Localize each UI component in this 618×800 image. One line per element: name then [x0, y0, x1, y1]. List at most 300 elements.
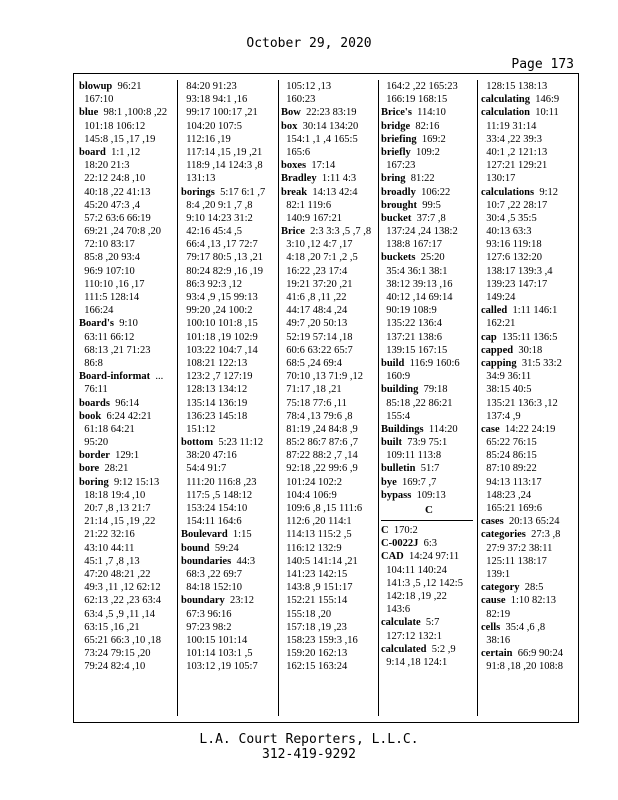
- page-line-references: 139:15 167:15: [386, 344, 448, 356]
- page-line-references: 4:18 ,20 7:1 ,2 ,5: [286, 252, 358, 264]
- index-entry-continuation: [79, 621, 175, 634]
- page-line-references: 135:22 136:4: [386, 318, 442, 330]
- index-entry-continuation: [481, 660, 577, 673]
- page-line-references: 101:18 106:12: [84, 120, 146, 132]
- page-line-references: 17:14: [311, 160, 336, 172]
- index-entry: [181, 436, 277, 449]
- footer-company: L.A. Court Reporters, L.L.C.: [199, 732, 419, 747]
- index-entry-continuation: [281, 634, 377, 647]
- index-entry-continuation: [181, 568, 277, 581]
- index-entry: [481, 594, 577, 607]
- page-line-references: 103:12 ,19 105:7: [186, 661, 258, 673]
- index-entry-continuation: [79, 660, 175, 673]
- page-line-references: 85:2 86:7 87:6 ,7: [286, 437, 359, 449]
- index-entry-continuation: [281, 344, 377, 357]
- index-entry-continuation: [381, 630, 477, 643]
- page-line-references: 95:20: [84, 437, 109, 449]
- page-line-references: 101:24 102:2: [286, 476, 342, 488]
- index-term: certain: [481, 648, 513, 660]
- page-line-references: 49:3 ,11 ,12 62:12: [84, 582, 161, 594]
- page-line-references: 130:17: [486, 173, 516, 185]
- index-entry-continuation: [481, 278, 577, 291]
- index-entry: [481, 331, 577, 344]
- index-term: built: [381, 437, 403, 449]
- page-line-references: 165:6: [286, 146, 311, 158]
- index-entry-continuation: [79, 423, 175, 436]
- page-line-references: 99:5: [422, 199, 441, 211]
- index-entry-continuation: [79, 594, 175, 607]
- index-entry-continuation: [181, 304, 277, 317]
- index-entry: [381, 172, 477, 185]
- index-entry-continuation: [79, 542, 175, 555]
- page-line-references: 5:2 ,9: [431, 643, 456, 655]
- page-line-references: 93:18 94:1 ,16: [186, 94, 248, 106]
- index-entry-continuation: [381, 603, 477, 616]
- page-line-references: 86:3 92:3 ,12: [186, 278, 242, 290]
- page-line-references: 117:14 ,15 ,19 ,21: [186, 146, 263, 158]
- index-term: bulletin: [381, 463, 416, 475]
- page-line-references: 135:11 136:5: [502, 331, 558, 343]
- page-line-references: 127:6 132:20: [486, 252, 542, 264]
- index-entry: [79, 80, 175, 93]
- index-entry-continuation: [481, 199, 577, 212]
- index-term: calculations: [481, 186, 535, 198]
- index-entry: [281, 186, 377, 199]
- index-entry-continuation: [281, 594, 377, 607]
- page-line-references: 137:24 ,24 138:2: [386, 226, 458, 238]
- page-line-references: 97:23 98:2: [186, 621, 232, 633]
- index-entry: [481, 93, 577, 106]
- index-entry-continuation: [79, 212, 175, 225]
- page-line-references: 41:6 ,8 ,11 ,22: [286, 292, 347, 303]
- page-line-references: 82:16: [415, 120, 440, 132]
- index-entry-continuation: [481, 634, 577, 647]
- index-entry: [381, 146, 477, 159]
- index-entry: [381, 436, 477, 449]
- page-line-references: 1:15: [232, 529, 252, 541]
- page-line-references: 96:21: [117, 81, 142, 92]
- page-line-references: 137:21 138:6: [386, 331, 442, 343]
- index-term: briefing: [381, 133, 417, 145]
- index-entry-continuation: [381, 397, 477, 410]
- page-line-references: 47:20 48:21 ,22: [84, 568, 151, 580]
- index-entry-continuation: [281, 199, 377, 212]
- page-line-references: 73:24 79:15 ,20: [84, 648, 151, 660]
- index-entry: [381, 212, 477, 225]
- index-entry-continuation: [79, 225, 175, 238]
- index-entry-continuation: [481, 172, 577, 185]
- index-entry-continuation: [79, 647, 175, 660]
- index-term: calculation: [481, 107, 530, 119]
- index-entry: [181, 542, 277, 555]
- index-entry: [281, 106, 377, 119]
- index-entry: [381, 199, 477, 212]
- page-line-references: 143:6: [386, 604, 411, 616]
- index-entry-continuation: [281, 397, 377, 410]
- index-term: break: [281, 186, 308, 198]
- index-entry-continuation: [79, 133, 175, 146]
- page-line-references: 67:3 96:16: [186, 608, 232, 620]
- page-line-references: 167:23: [386, 160, 416, 172]
- index-entry: [79, 106, 175, 119]
- index-term: bridge: [381, 120, 411, 132]
- index-column-2: [181, 80, 277, 673]
- page-line-references: 73:9 75:1: [407, 437, 448, 449]
- index-entry-continuation: [381, 577, 477, 590]
- index-entry-continuation: [79, 120, 175, 133]
- index-entry-continuation: [181, 357, 277, 370]
- page-line-references: 20:7 ,8 ,13 21:7: [84, 503, 151, 514]
- page-line-references: 154:1 ,1 ,4 165:5: [286, 133, 358, 145]
- index-entry-continuation: [181, 331, 277, 344]
- page-line-references: 170:2: [393, 525, 418, 536]
- index-entry-continuation: [481, 476, 577, 489]
- index-entry-continuation: [281, 317, 377, 330]
- page-line-references: 79:17 80:5 ,13 ,21: [186, 252, 263, 264]
- index-term: bore: [79, 463, 100, 475]
- page-line-references: 5:23 11:12: [218, 437, 264, 449]
- page-line-references: 16:22 ,23 17:4: [286, 265, 348, 277]
- index-term: blue: [79, 107, 99, 119]
- index-entry-continuation: [181, 212, 277, 225]
- index-entry: [181, 594, 277, 607]
- index-entry-continuation: [181, 106, 277, 119]
- page-line-references: 162:15 163:24: [286, 661, 348, 673]
- index-term: Bow: [281, 107, 301, 119]
- page-line-references: 57:2 63:6 66:19: [84, 212, 151, 224]
- index-entry-continuation: [481, 397, 577, 410]
- index-entry-continuation: [481, 251, 577, 264]
- page-line-references: 25:20: [420, 252, 445, 264]
- index-entry-continuation: [381, 564, 477, 577]
- page-line-references: 20:13 65:24: [509, 516, 560, 528]
- index-entry-continuation: [481, 317, 577, 330]
- index-entry: [381, 106, 477, 119]
- index-term: CAD: [381, 551, 404, 563]
- page-line-references: 38:20 47:16: [186, 450, 237, 462]
- page-line-references: 114:20: [428, 423, 458, 435]
- index-entry: [481, 515, 577, 528]
- index-term: Bradley: [281, 173, 317, 185]
- index-entry-continuation: [181, 423, 277, 436]
- index-entry-continuation: [381, 159, 477, 172]
- index-term: calculate: [381, 617, 421, 629]
- page-line-references: 60:6 63:22 65:7: [286, 344, 353, 356]
- page-line-references: 21:22 32:16: [84, 529, 135, 541]
- page-line-references: 155:4: [386, 410, 411, 422]
- page-line-references: 104:20 107:5: [186, 120, 242, 132]
- page-line-references: 6:24 42:21: [106, 410, 152, 422]
- index-term: C-0022J: [381, 538, 419, 550]
- index-entry: [481, 621, 577, 634]
- page-line-references: 153:24 154:10: [186, 503, 248, 514]
- index-entry-continuation: [181, 278, 277, 291]
- page-line-references: 104:11 140:24: [386, 564, 447, 576]
- index-entry-continuation: [281, 462, 377, 475]
- index-entry: [381, 186, 477, 199]
- index-entry-continuation: [79, 383, 175, 396]
- index-entry: [79, 317, 175, 330]
- index-entry-continuation: [79, 555, 175, 568]
- index-term: category: [481, 582, 520, 594]
- page-line-references: 81:22: [410, 173, 435, 185]
- index-term: box: [281, 120, 298, 132]
- page-line-references: 105:12 ,13: [286, 81, 332, 92]
- page-line-references: 100:10 101:8 ,15: [186, 318, 258, 330]
- index-entry-continuation: [481, 462, 577, 475]
- index-entry-continuation: [281, 515, 377, 528]
- index-entry-continuation: [79, 502, 175, 515]
- index-entry-continuation: [281, 331, 377, 344]
- page-line-references: 85:18 ,22 86:21: [386, 397, 453, 409]
- index-entry: [381, 524, 477, 537]
- index-entry: [281, 120, 377, 133]
- page-line-references: 148:23 ,24: [486, 489, 532, 501]
- index-entry-continuation: [481, 133, 577, 146]
- index-term: board: [79, 146, 106, 158]
- index-entry-continuation: [79, 172, 175, 185]
- page-line-references: 27:3 ,8: [531, 529, 561, 541]
- index-entry-continuation: [281, 608, 377, 621]
- index-entry-continuation: [79, 93, 175, 106]
- index-entry: [481, 581, 577, 594]
- index-entry-continuation: [79, 186, 175, 199]
- page-line-references: 63:4 ,5 ,9 ,11 ,14: [84, 608, 156, 620]
- index-term: bring: [381, 173, 406, 185]
- page-line-references: 75:18 77:6 ,11: [286, 397, 347, 409]
- page-line-references: 111:20 116:8 ,23: [186, 476, 257, 488]
- page-line-references: 94:13 113:17: [486, 476, 542, 488]
- index-term: cases: [481, 516, 504, 528]
- index-entry-continuation: [281, 291, 377, 304]
- index-entry: [381, 476, 477, 489]
- index-entry: [381, 357, 477, 370]
- page-line-references: 99:20 ,24 100:2: [186, 305, 253, 317]
- index-term: capping: [481, 357, 517, 369]
- index-entry-continuation: [481, 542, 577, 555]
- page-line-references: 35:4 36:1 38:1: [386, 265, 448, 277]
- index-entry: [181, 186, 277, 199]
- page-line-references: 14:22 24:19: [504, 423, 556, 435]
- page-line-references: 135:14 136:19: [186, 397, 248, 409]
- index-entry-continuation: [381, 80, 477, 93]
- column-divider: [177, 80, 178, 716]
- index-term: boundary: [181, 595, 225, 607]
- index-term: bucket: [381, 212, 412, 224]
- index-entry-continuation: [181, 581, 277, 594]
- index-entry: [481, 423, 577, 436]
- page-line-references: 157:18 ,19 ,23: [286, 621, 347, 633]
- page-line-references: 11:19 31:14: [486, 120, 537, 132]
- page-line-references: 78:4 ,13 79:6 ,8: [286, 410, 353, 422]
- page-line-references: 91:8 ,18 ,20 108:8: [486, 661, 563, 673]
- page-line-references: 1:11 146:1: [512, 305, 558, 317]
- index-entry: [481, 304, 577, 317]
- index-column-4: [381, 80, 477, 669]
- index-entry: [381, 643, 477, 656]
- page-line-references: 117:5 ,5 148:12: [186, 489, 253, 501]
- index-entry-continuation: [181, 634, 277, 647]
- index-entry-continuation: [281, 489, 377, 502]
- page-line-references: 44:3: [236, 555, 256, 567]
- page-line-references: 154:11 164:6: [186, 516, 242, 528]
- page-line-references: 66:9 90:24: [517, 648, 563, 660]
- index-entry: [79, 462, 175, 475]
- index-entry-continuation: [281, 238, 377, 251]
- index-entry: [281, 159, 377, 172]
- index-entry-continuation: [79, 436, 175, 449]
- index-entry-continuation: [281, 278, 377, 291]
- page-line-references: 18:20 21:3: [84, 160, 130, 172]
- index-entry: [381, 462, 477, 475]
- index-entry-continuation: [281, 357, 377, 370]
- index-term: Brice: [281, 226, 305, 238]
- page-line-references: 90:19 108:9: [386, 305, 437, 317]
- index-entry-continuation: [281, 660, 377, 673]
- page-line-references: 104:4 106:9: [286, 489, 337, 501]
- index-entry-continuation: [381, 265, 477, 278]
- page-line-references: 135:21 136:3 ,12: [486, 397, 558, 409]
- page-line-references: 14:13 42:4: [312, 186, 358, 198]
- page-line-references: 114:10: [417, 107, 446, 119]
- page-line-references: 68:3 ,22 69:7: [186, 568, 242, 580]
- page-line-references: 1:11 4:3: [321, 173, 357, 185]
- index-entry-continuation: [281, 436, 377, 449]
- index-entry-continuation: [79, 489, 175, 502]
- index-entry-continuation: [181, 608, 277, 621]
- transcript-date: October 29, 2020: [246, 36, 372, 51]
- page-line-references: 6:3: [423, 538, 438, 550]
- index-entry-continuation: [481, 225, 577, 238]
- page-line-references: 140:9 167:21: [286, 212, 342, 224]
- index-entry-continuation: [79, 278, 175, 291]
- page-line-references: 82:1 119:6: [286, 199, 332, 211]
- page-line-references: 131:13: [186, 173, 216, 185]
- page-line-references: 87:10 89:22: [486, 463, 537, 475]
- index-entry-continuation: [481, 212, 577, 225]
- page-line-references: 169:2: [421, 133, 446, 145]
- page-line-references: 63:11 66:12: [84, 331, 135, 343]
- index-entry-continuation: [181, 502, 277, 515]
- page-line-references: 22:12 24:8 ,10: [84, 173, 146, 185]
- page-line-references: 10:11: [535, 107, 559, 119]
- index-entry-continuation: [181, 515, 277, 528]
- index-entry-continuation: [281, 146, 377, 159]
- page-line-references: 116:12 132:9: [286, 542, 342, 554]
- index-entry: [481, 344, 577, 357]
- index-entry: [481, 106, 577, 119]
- page-line-references: 101:14 103:1 ,5: [186, 648, 253, 660]
- index-entry-continuation: [281, 502, 377, 515]
- index-term: case: [481, 423, 500, 435]
- index-entry: [79, 397, 175, 410]
- index-term: buckets: [381, 252, 416, 264]
- page-line-references: 141:23 142:15: [286, 568, 348, 580]
- page-line-references: 65:21 66:3 ,10 ,18: [84, 634, 161, 646]
- index-entry: [481, 186, 577, 199]
- page-line-references: 62:13 ,22 ,23 63:4: [84, 595, 161, 607]
- page-line-references: 92:18 ,22 99:6 ,9: [286, 463, 358, 475]
- index-term: Buildings: [381, 423, 424, 435]
- index-entry-continuation: [181, 410, 277, 423]
- page-line-references: 70:10 ,13 71:9 ,12: [286, 371, 363, 383]
- index-entry-continuation: [281, 304, 377, 317]
- index-entry-continuation: [281, 370, 377, 383]
- index-entry-continuation: [79, 608, 175, 621]
- page-line-references: 72:10 83:17: [84, 239, 135, 251]
- index-entry-continuation: [281, 410, 377, 423]
- page-line-references: 3:10 ,12 4:7 ,17: [286, 239, 353, 251]
- page-line-references: 19:21 37:20 ,21: [286, 278, 353, 290]
- page-line-references: 76:11: [84, 384, 108, 396]
- page-line-references: 136:23 145:18: [186, 410, 248, 422]
- index-entry-continuation: [79, 199, 175, 212]
- page-line-references: 118:9 ,14 124:3 ,8: [186, 160, 263, 172]
- index-entry: [79, 370, 175, 383]
- page-line-references: 30:18: [518, 344, 543, 356]
- page-line-references: 108:21 122:13: [186, 357, 248, 369]
- column-divider: [378, 80, 379, 716]
- page-line-references: 1:1 ,12: [111, 146, 141, 158]
- page-line-references: 109:11 113:8: [386, 450, 442, 462]
- index-entry-continuation: [381, 304, 477, 317]
- page-line-references: 80:24 82:9 ,16 ,19: [186, 265, 263, 277]
- page-line-references: 44:17 48:4 ,24: [286, 305, 348, 317]
- index-entry-continuation: [181, 133, 277, 146]
- index-entry-continuation: [481, 265, 577, 278]
- page-line-references: 79:24 82:4 ,10: [84, 661, 146, 673]
- page-line-references: 139:1: [486, 568, 511, 580]
- page-line-references: 2:3 3:3 ,5 ,7 ,8: [310, 226, 372, 238]
- page-line-references: 21:14 ,15 ,19 ,22: [84, 516, 156, 528]
- index-term: briefly: [381, 146, 411, 158]
- index-entry-continuation: [281, 528, 377, 541]
- page-line-references: 151:12: [186, 423, 216, 435]
- index-entry: [181, 555, 277, 568]
- index-entry: [381, 423, 477, 436]
- index-entry-continuation: [481, 568, 577, 581]
- page-line-references: 138:8 167:17: [386, 239, 442, 251]
- index-entry-continuation: [281, 133, 377, 146]
- page-line-references: 84:20 91:23: [186, 81, 237, 92]
- page-line-references: 49:7 ,20 50:13: [286, 318, 348, 330]
- index-entry-continuation: [181, 449, 277, 462]
- index-term: build: [381, 357, 405, 369]
- index-entry-continuation: [79, 568, 175, 581]
- page-line-references: 85:8 ,20 93:4: [84, 252, 140, 264]
- index-entry-continuation: [79, 159, 175, 172]
- section-rule: [381, 520, 473, 521]
- index-entry: [381, 251, 477, 264]
- page-line-references: 160:23: [286, 94, 316, 106]
- page-line-references: ...: [155, 371, 164, 383]
- page-line-references: 54:4 91:7: [186, 463, 227, 475]
- index-entry-continuation: [79, 581, 175, 594]
- index-entry-continuation: [181, 93, 277, 106]
- page-line-references: 9:12 15:13: [114, 476, 160, 488]
- page-line-references: 30:4 ,5 35:5: [486, 212, 537, 224]
- page-line-references: 85:24 86:15: [486, 450, 537, 462]
- index-entry-continuation: [181, 225, 277, 238]
- page-line-references: 68:13 ,21 71:23: [84, 344, 151, 356]
- index-entry-continuation: [79, 331, 175, 344]
- index-entry-continuation: [79, 291, 175, 304]
- page-line-references: 111:5 128:14: [84, 292, 140, 303]
- index-entry-continuation: [381, 410, 477, 423]
- index-entry: [79, 410, 175, 423]
- index-entry-continuation: [481, 80, 577, 93]
- index-term: called: [481, 305, 508, 317]
